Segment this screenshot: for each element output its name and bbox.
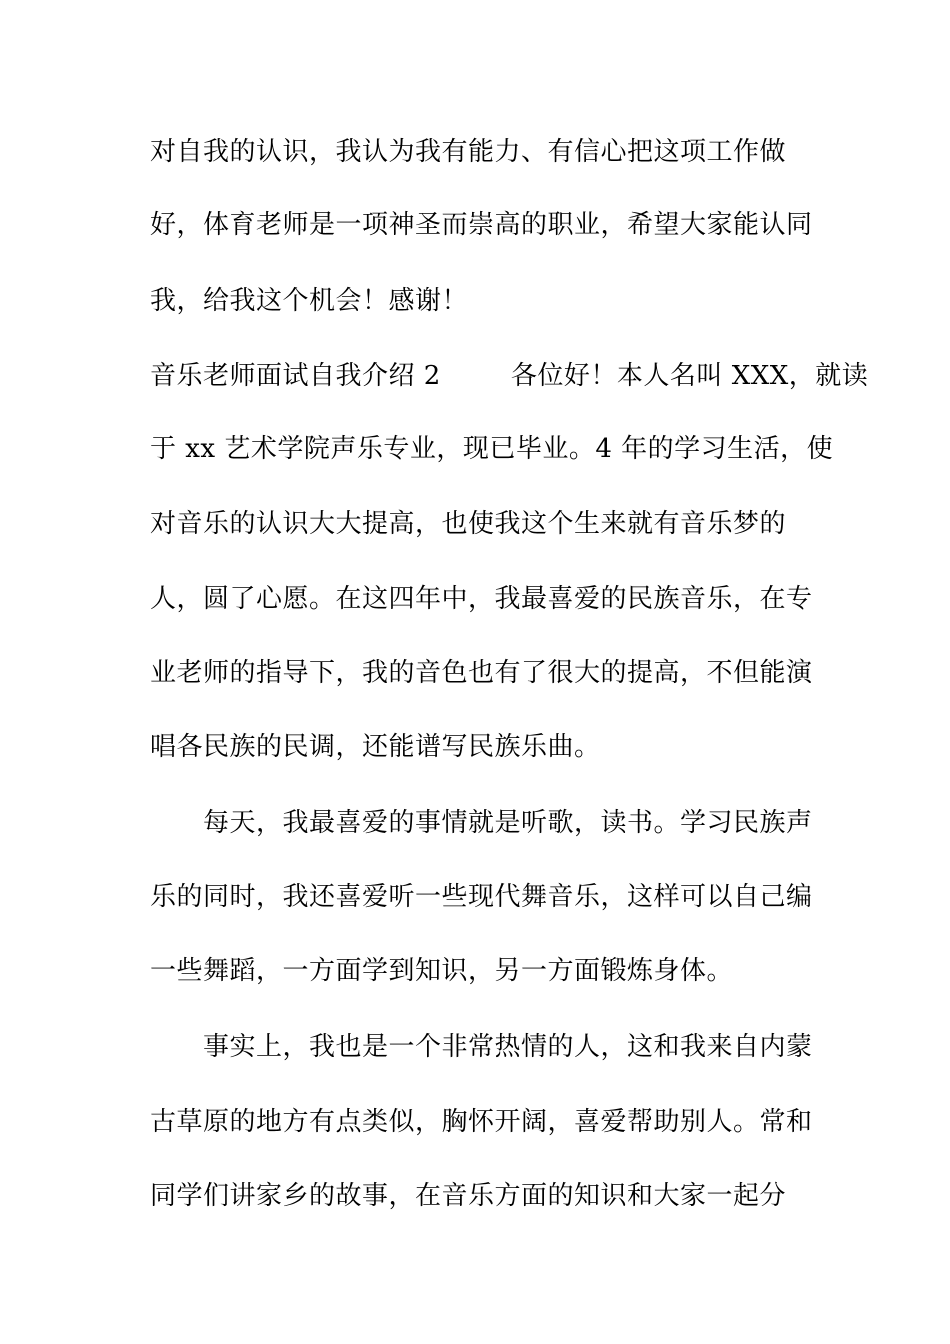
body-text-line: 唱各民族的民调，还能谱写民族乐曲。	[150, 732, 601, 762]
section-heading-line: 音乐老师面试自我介绍 2 各位好！本人名叫 XXX，就读	[150, 361, 869, 391]
body-text-line: 古草原的地方有点类似，胸怀开阔，喜爱帮助别人。常和	[150, 1107, 813, 1137]
body-text-line: 好，体育老师是一项神圣而崇高的职业，希望大家能认同	[150, 210, 813, 240]
body-text-line: 乐的同时，我还喜爱听一些现代舞音乐，这样可以自己编	[150, 882, 813, 912]
body-text-line: 一些舞蹈，一方面学到知识，另一方面锻炼身体。	[150, 956, 734, 986]
body-text-line: 我，给我这个机会！感谢！	[150, 286, 469, 316]
body-text-line: 对音乐的认识大大提高，也使我这个生来就有音乐梦的	[150, 509, 787, 539]
body-text-line: 同学们讲家乡的故事，在音乐方面的知识和大家一起分	[150, 1181, 787, 1211]
paragraph-first-line: 事实上，我也是一个非常热情的人，这和我来自内蒙	[203, 1032, 813, 1062]
paragraph-first-line: 每天，我最喜爱的事情就是听歌，读书。学习民族声	[203, 808, 813, 838]
body-text-line: 业老师的指导下，我的音色也有了很大的提高，不但能演	[150, 658, 813, 688]
body-text-line: 对自我的认识，我认为我有能力、有信心把这项工作做	[150, 137, 787, 167]
body-text-line: 人，圆了心愿。在这四年中，我最喜爱的民族音乐，在专	[150, 584, 813, 614]
body-text-line: 于 xx 艺术学院声乐专业，现已毕业。4 年的学习生活，使	[150, 434, 834, 464]
